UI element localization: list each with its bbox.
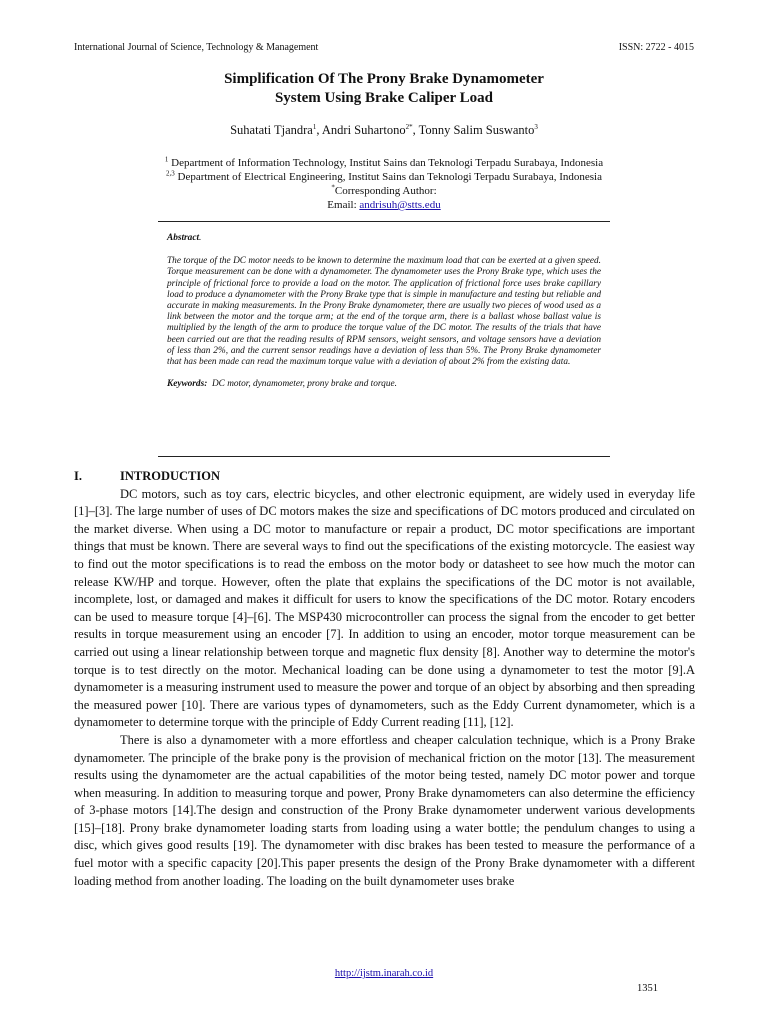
title-line-2: System Using Brake Caliper Load (274, 90, 494, 106)
author-list: Suhatati Tjandra$^1$, Andri Suhartono$^{2*}$, Tonny Salim Suswanto$^3$ (230, 122, 538, 137)
author-affil-mark: 1 (312, 122, 317, 131)
abstract-block: Abstract. The torque of the DC motor needs to be known to determine the maximum load that can be exerted at a given speed. Torque measurement can be done with a dynamometer. The dynamometer uses the Prony Brake type, which uses the principle of frictional force to provide a load on the motor. The application of frictional force uses brake capillary load to produce a dynamometer with the Prony Brake type that is simple in manufacture and testing but reliable and accurate in making measurements. In the Prony Brake dynamometer, there are usually two pieces of wood used as a link between the motor and the torque arm; at the end of the torque arm, there is a ballast whose ballast value is multiplied by the length of the arm to produce the torque value of the DC motor. The results of the trials that have been carried out are that the reading results of RPM sensors, weight sensors, and voltage sensors have a deviation of less than 2%, and the current sensor readings have a deviation of less than 5%. The Prony Brake dynamometer that has been made can read the maximum torque value with a deviation of about 2% from the existing data. Keywords: DC motor, dynamometer, prony brake and torque. (167, 233, 601, 390)
author-affil-mark: 3 (534, 122, 538, 131)
affil-text: Department of Electrical Engineering, Institut Sains dan Teknologi Terpadu Surabaya, Indonesia (177, 171, 602, 183)
email-link[interactable]: andrisuh@stts.edu (359, 199, 441, 211)
affiliation-1 (0, 156, 768, 170)
running-header (74, 42, 694, 53)
corresponding-author (0, 184, 768, 198)
affil-mark: 2,3 (166, 169, 175, 178)
footer-url (0, 968, 768, 979)
title-line-1: Simplification Of The Prony Brake Dynamometer (224, 71, 544, 87)
corr-label: Corresponding Author: (334, 185, 437, 197)
author-name: Suhatati Tjandra (230, 123, 313, 137)
abstract-label: Abstract (167, 233, 200, 243)
author-name: Andri Suhartono (321, 123, 406, 137)
paper-title (0, 70, 768, 108)
issn: ISSN: 2722 - 4015 (618, 42, 694, 53)
affil-mark: 1 (164, 155, 169, 164)
author-affil-mark: 2* (405, 122, 413, 131)
section-number: I. (74, 469, 82, 483)
journal-url-link[interactable]: http://ijstm.inarah.co.id (334, 968, 434, 979)
section-heading (74, 468, 695, 486)
keywords-label: Keywords: (167, 379, 208, 390)
paragraph: DC motors, such as toy cars, electric bicycles, and other electronic equipment, are widely used in everyday life [1]–[3]. The large number of uses of DC motors makes the size and specifications of DC motors produced and circulated on the market diverse. When using a DC motor to manufacture or repair a product, DC motor specifications are important things that must be known. There are several ways to find out the specifications of the existing motorcycle. The easiest way to find out the motor specifications is to read the emboss on the motor body or datasheet to see how much the motor can release KW/HP and torque. However, often the plate that explains the specifications of the DC motor is not available, incomplete, lost, or damaged and makes it difficult for users to know the specifications of the DC motor. Rotary encoders can be used to measure torque [4]–[6]. The MSP430 microcontroller can process the signal from the encoder to get better results in torque measurement using an encoder [7]. In addition to using an encoder, motor torque measurement can be carried out using a linear relationship between torque and magnetic flux density [8]. Another way to determine the motor's torque is to test directly on the motor. Mechanical loading can be done using a dynamometer to test the motor [9].A dynamometer is a measuring instrument used to measure the power and torque of an object by absorbing and then spreading the measured power [10]. There are various types of dynamometers, such as the Eddy Current dynamometer, which is a dynamometer to determine torque with the principle of Eddy Current reading [11], [12]. (74, 486, 696, 730)
abstract-top-rule (158, 221, 610, 222)
author-name: Tonny Salim Suswanto (418, 123, 535, 137)
introduction-section (74, 468, 695, 890)
affiliation-2-3 (0, 170, 768, 184)
section-title: INTRODUCTION (120, 469, 221, 483)
paragraph: There is also a dynamometer with a more effortless and cheaper calculation technique, which is a Prony Brake dynamometer. The principle of the brake pony is the provision of mechanical friction on the motor [13]. The measurement results using the dynamometer are the actual capabilities of the motor being tested, namely DC motor power and torque when measuring. In addition to measuring torque and power, Prony Brake dynamometers can also determine the efficiency of 3-phase motors [14].The design and construction of the Prony Brake dynamometer underwent various developments [15]–[18]. Prony brake dynamometer loading starts from loading using a water bottle; the pendulum changes to using a disc, which gives good results [19]. The dynamometer with disc brakes has been tested to measure the performance of a fuel motor with a specific capacity [20].This paper presents the design of the Prony Brake dynamometer with a different loading method from another loading. The loading on the built dynamometer uses brake (74, 732, 695, 888)
keywords-line (167, 379, 601, 390)
affil-text: Department of Information Technology, Institut Sains dan Teknologi Terpadu Surabaya, Indonesia (171, 157, 604, 169)
abstract-bottom-rule (158, 456, 610, 457)
page-number: 1351 (637, 983, 658, 994)
corr-mark: * (331, 183, 335, 192)
affiliations (0, 156, 768, 212)
journal-name: International Journal of Science, Technology & Management (74, 42, 319, 53)
keywords-text: DC motor, dynamometer, prony brake and torque. (211, 379, 397, 390)
email-line (0, 198, 768, 212)
email-label: Email: (327, 199, 360, 211)
abstract-text: The torque of the DC motor needs to be known to determine the maximum load that can be exerted at a given speed. Torque measurement can be done with a dynamometer. The dynamometer uses the Prony Brake type, which uses the principle of frictional force to provide a load on the motor. The application of frictional force uses brake capillary load to produce a dynamometer with the Prony Brake type that is simple in manufacture and testing but reliable and accurate in making measurements. In the Prony Brake dynamometer, there are usually two pieces of wood used as a link between the motor and the torque arm; at the end of the torque arm, there is a ballast whose ballast value is multiplied by the length of the arm to produce the torque value of the DC motor. The results of the trials that have been carried out are that the reading results of RPM sensors, weight sensors, and voltage sensors have a deviation of less than 2%, and the current sensor readings have a deviation of less than 5%. The Prony Brake dynamometer that has been made can read the maximum torque value with a deviation of about 2% from the existing data. (167, 256, 601, 368)
